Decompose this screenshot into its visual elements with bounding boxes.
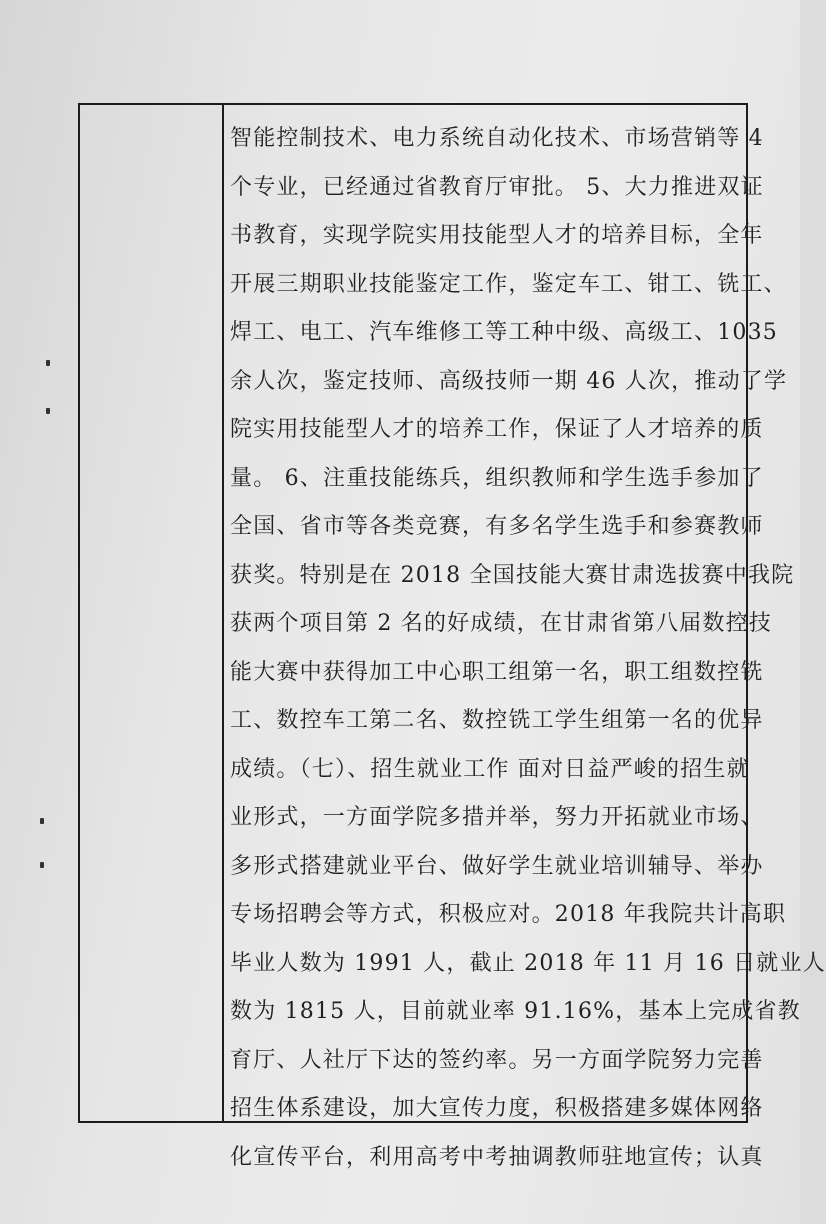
table-column-divider bbox=[222, 105, 224, 1121]
text-line: 获两个项目第 2 名的好成绩，在甘肃省第八届数控技 bbox=[230, 611, 772, 636]
text-line: 多形式搭建就业平台、做好学生就业培训辅导、举办 bbox=[230, 853, 764, 879]
text-line: 成绩。（七）、招生就业工作 面对日益严峻的招生就 bbox=[230, 756, 750, 782]
text-line: 智能控制技术、电力系统自动化技术、市场营销等 4 bbox=[230, 126, 764, 151]
text-line: 毕业人数为 1991 人，截止 2018 年 11 月 16 日就业人 bbox=[230, 950, 826, 976]
text-line: 化宣传平台，利用高考中考抽调教师驻地宣传；认真 bbox=[230, 1144, 764, 1170]
text-line: 开展三期职业技能鉴定工作，鉴定车工、钳工、铣工、 bbox=[230, 271, 787, 297]
binding-hole-mark bbox=[46, 408, 50, 414]
body-text-block bbox=[230, 115, 826, 1182]
text-line: 院实用技能型人才的培养工作，保证了人才培养的质 bbox=[230, 417, 764, 442]
binding-hole-mark bbox=[46, 360, 50, 366]
form-table bbox=[78, 103, 826, 1170]
text-line: 焊工、电工、汽车维修工等工种中级、高级工、1035 bbox=[230, 320, 778, 345]
text-line: 获奖。特别是在 2018 全国技能大赛甘肃选拔赛中我院 bbox=[230, 562, 795, 588]
text-line: 数为 1815 人，目前就业率 91.16%，基本上完成省教 bbox=[230, 999, 801, 1024]
text-line: 全国、省市等各类竞赛，有多名学生选手和参赛教师 bbox=[230, 514, 764, 539]
text-line: 育厅、人社厅下达的签约率。另一方面学院努力完善 bbox=[230, 1047, 764, 1073]
binding-hole-mark bbox=[40, 862, 44, 868]
text-line: 工、数控车工第二名、数控铣工学生组第一名的优异 bbox=[230, 708, 764, 733]
text-line: 书教育，实现学院实用技能型人才的培养目标，全年 bbox=[230, 223, 764, 248]
text-line: 余人次，鉴定技师、高级技师一期 46 人次，推动了学 bbox=[230, 368, 788, 394]
text-line: 能大赛中获得加工中心职工组第一名，职工组数控铣 bbox=[230, 659, 764, 685]
text-line: 量。 6、注重技能练兵，组织教师和学生选手参加了 bbox=[230, 465, 764, 491]
binding-hole-mark bbox=[40, 818, 44, 824]
text-line: 招生体系建设，加大宣传力度，积极搭建多媒体网络 bbox=[230, 1096, 764, 1121]
text-line: 业形式，一方面学院多措并举，努力开拓就业市场、 bbox=[230, 805, 764, 830]
text-line: 个专业，已经通过省教育厅审批。 5、大力推进双证 bbox=[230, 174, 764, 200]
text-line: 专场招聘会等方式，积极应对。2018 年我院共计高职 bbox=[230, 902, 787, 927]
